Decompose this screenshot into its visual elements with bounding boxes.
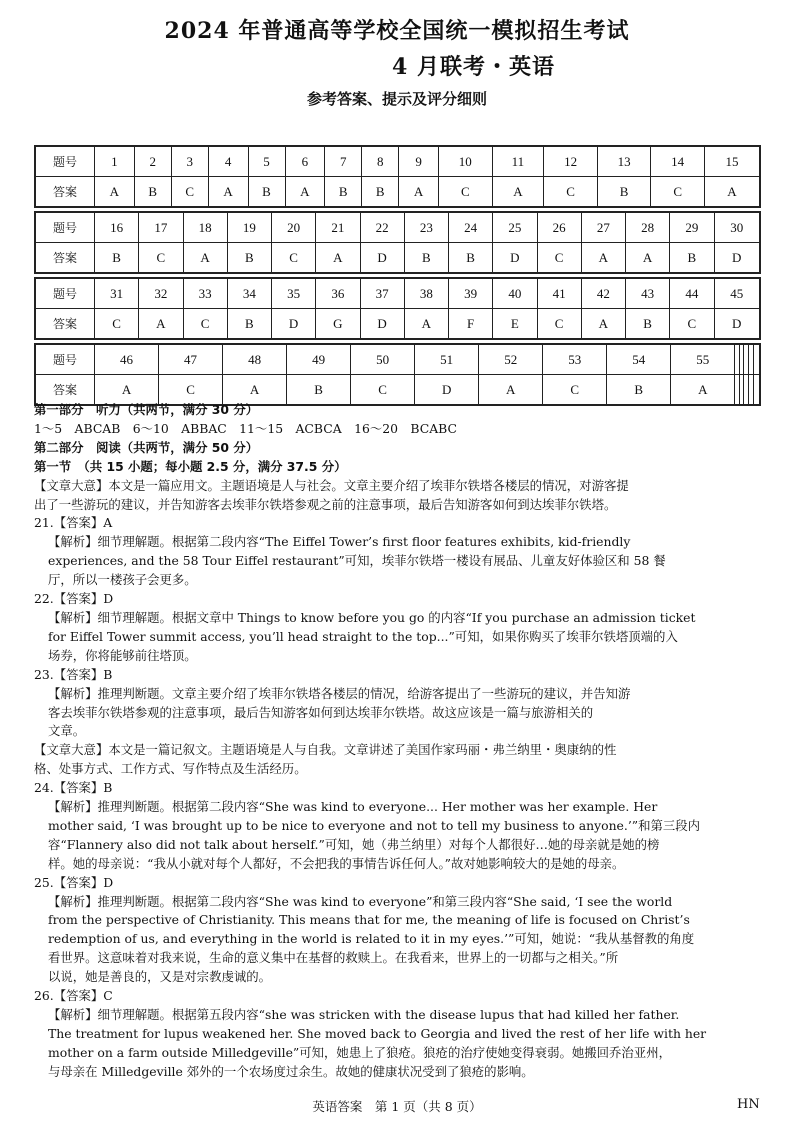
answer-letter: A	[208, 177, 248, 208]
row-label: 答案	[35, 375, 95, 406]
question-number: 20	[272, 212, 316, 243]
text-line: 24.【答案】B	[34, 780, 113, 796]
answer-letter: C	[537, 243, 581, 274]
text-line: 【解析】推理判断题。根据第二段内容“She was kind to everyone”和第三段内容“She said, ‘I see the world	[48, 893, 673, 909]
page-footer: 英语答案 第 1 页（共 8 页）	[312, 1099, 482, 1114]
answer-letter: B	[95, 243, 139, 274]
question-number: 22	[360, 212, 404, 243]
answer-table-group	[34, 277, 761, 340]
text-line: 看世界。这意味着对我来说，生命的意义集中在基督的救赎上。在我看来，世界上的一切都与之相关。”所	[48, 950, 619, 966]
question-number: 15	[704, 146, 760, 177]
question-number: 51	[415, 344, 479, 375]
answer-letter: A	[492, 177, 544, 208]
section1-heading: 第一节 （共 15 小题；每小题 2.5 分，满分 37.5 分）	[34, 458, 347, 474]
text-line: 与母亲在 Milledgeville 郊外的一个农场度过余生。故她的健康状况受到了狼疮的影响。	[48, 1063, 534, 1079]
question-number: 36	[316, 278, 360, 309]
answer-letter: C	[351, 375, 415, 406]
text-line: 26.【答案】C	[34, 988, 113, 1004]
text-line: 样。她的母亲说：“我从小就对每个人都好，不会把我的事情告诉任何人。”故对她影响较大的是她的母亲。	[48, 855, 625, 871]
text-line: 【解析】细节理解题。根据第五段内容“she was stricken with the disease lupus that had killed her father.	[48, 1007, 680, 1022]
answer-letter: A	[183, 243, 227, 274]
answer-letter: B	[670, 243, 714, 274]
text-line: 文章。	[48, 723, 86, 739]
exam-title: 2024 年普通高等学校全国统一模拟招生考试	[164, 18, 630, 44]
text-line: 23.【答案】B	[34, 666, 113, 682]
question-number: 13	[597, 146, 651, 177]
question-number: 35	[272, 278, 316, 309]
text-line: 【文章大意】本文是一篇记叙文。主题语境是人与自我。文章讲述了美国作家玛丽・弗兰纳里・奥康纳的性	[34, 742, 617, 758]
row-label: 答案	[35, 309, 95, 340]
answer-letter: C	[651, 177, 705, 208]
answer-letter: A	[479, 375, 543, 406]
text-line: 25.【答案】D	[34, 874, 114, 890]
question-number: 31	[95, 278, 139, 309]
question-number: 5	[248, 146, 285, 177]
answer-letter: B	[362, 177, 399, 208]
question-number: 46	[95, 344, 159, 375]
question-number: 24	[449, 212, 493, 243]
text-line: from the perspective of Christianity. This means that for me, the meaning of life is focused on Christ’s	[48, 912, 690, 928]
question-number: 3	[171, 146, 208, 177]
answer-letter: B	[248, 177, 285, 208]
question-number: 18	[183, 212, 227, 243]
text-line: 【文章大意】本文是一篇应用文。主题语境是人与社会。文章主要介绍了埃菲尔铁塔各楼层的情况，对游客提	[34, 477, 629, 493]
answer-letter: A	[581, 309, 625, 340]
text-line: 【解析】细节理解题。根据第二段内容“The Eiffel Tower’s first floor features exhibits, kid-friendly	[48, 534, 631, 550]
question-number: 1	[95, 146, 135, 177]
row-label: 题号	[35, 278, 95, 309]
answer-letter: D	[360, 243, 404, 274]
answer-letter: A	[671, 375, 735, 406]
answer-table	[34, 145, 761, 409]
answer-letter: B	[597, 177, 651, 208]
answer-letter: C	[537, 309, 581, 340]
answer-table-group	[34, 343, 761, 406]
question-number: 40	[493, 278, 537, 309]
answer-letter: C	[95, 309, 139, 340]
answer-letter: C	[171, 177, 208, 208]
question-number: 49	[287, 344, 351, 375]
answer-letter: C	[439, 177, 493, 208]
question-number: 48	[223, 344, 287, 375]
explanations	[34, 401, 762, 1082]
question-number: 14	[651, 146, 705, 177]
question-number: 32	[139, 278, 183, 309]
answer-letter: A	[95, 177, 135, 208]
answer-letter: B	[227, 243, 271, 274]
answer-letter: A	[626, 243, 670, 274]
region-code: HN	[737, 1097, 760, 1112]
text-line: 【解析】推理判断题。根据第二段内容“She was kind to everyone... Her mother was her example. Her	[48, 799, 658, 815]
question-number: 11	[492, 146, 544, 177]
question-number: 10	[439, 146, 493, 177]
text-line: The treatment for lupus weakened her. She moved back to Georgia and lived the rest of her life with her	[48, 1025, 707, 1041]
answer-table-group	[34, 145, 761, 208]
part1-answers: 1～5 ABCAB 6～10 ABBAC 11～15 ACBCA 16～20 BCABC	[34, 420, 457, 436]
answer-letter: C	[543, 375, 607, 406]
question-number: 54	[607, 344, 671, 375]
question-number: 6	[285, 146, 325, 177]
question-number: 30	[714, 212, 760, 243]
answer-letter: B	[227, 309, 271, 340]
answer-letter: A	[581, 243, 625, 274]
text-line: 以说，她是善良的，又是对宗教虔诚的。	[48, 969, 272, 985]
answer-letter: E	[493, 309, 537, 340]
answer-letter: B	[449, 243, 493, 274]
question-number: 47	[159, 344, 223, 375]
answer-letter: D	[714, 243, 760, 274]
question-row	[35, 212, 760, 243]
question-number: 34	[227, 278, 271, 309]
text-line: 厅，所以一楼孩子会更多。	[48, 572, 197, 588]
text-line: 21.【答案】A	[34, 515, 113, 531]
answer-letter: A	[95, 375, 159, 406]
question-number: 38	[404, 278, 448, 309]
answer-row	[35, 309, 760, 340]
question-number: 25	[493, 212, 537, 243]
question-number: 28	[626, 212, 670, 243]
text-line: for Eiffel Tower summit access, you’ll head straight to the top...”可知，如果你购买了埃菲尔铁塔顶端的入	[48, 628, 678, 644]
answer-letter: D	[714, 309, 760, 340]
question-number: 52	[479, 344, 543, 375]
question-number: 43	[626, 278, 670, 309]
answer-letter: F	[449, 309, 493, 340]
question-number: 55	[671, 344, 735, 375]
question-number: 26	[537, 212, 581, 243]
row-label: 题号	[35, 344, 95, 375]
question-row	[35, 344, 760, 375]
question-number: 12	[544, 146, 598, 177]
answer-letter: B	[626, 309, 670, 340]
question-number: 39	[449, 278, 493, 309]
text-line: 【解析】细节理解题。根据文章中 Things to know before you go 的内容“If you purchase an admission ticket	[48, 609, 696, 625]
answer-letter: C	[272, 243, 316, 274]
row-label: 题号	[35, 146, 95, 177]
row-label: 答案	[35, 177, 95, 208]
answer-letter: A	[285, 177, 325, 208]
question-number	[753, 344, 760, 375]
question-number: 7	[325, 146, 362, 177]
answer-row	[35, 177, 760, 208]
answer-letter: D	[360, 309, 404, 340]
text-line: 容“Flannery also did not talk about herself.”可知，她（弗兰纳里）对每个人都很好…她的母亲就是她的榜	[48, 836, 660, 852]
answer-letter: C	[183, 309, 227, 340]
text-line: experiences, and the 58 Tour Eiffel restaurant”可知，埃菲尔铁塔一楼设有展品、儿童友好体验区和 58 餐	[48, 553, 666, 569]
question-number: 19	[227, 212, 271, 243]
question-number: 9	[399, 146, 439, 177]
answer-letter: C	[544, 177, 598, 208]
answer-letter: A	[139, 309, 183, 340]
question-number: 50	[351, 344, 415, 375]
text-line: mother said, ‘I was brought up to be nice to everyone and not to tell my business to anyone.’”和第三段内	[48, 817, 701, 833]
question-number: 23	[404, 212, 448, 243]
question-number: 45	[714, 278, 760, 309]
question-number: 4	[208, 146, 248, 177]
question-number: 41	[537, 278, 581, 309]
text-line: 格、处事方式、工作方式、写作特点及生活经历。	[34, 761, 307, 777]
answer-key-title: 参考答案、提示及评分细则	[306, 90, 487, 108]
answer-row	[35, 243, 760, 274]
text-line: mother on a farm outside Milledgeville”可知，她患上了狼疮。狼疮的治疗使她变得衰弱。她搬回乔治亚州，	[48, 1044, 671, 1060]
question-number: 33	[183, 278, 227, 309]
answer-letter: G	[316, 309, 360, 340]
part1-heading: 第一部分 听力（共两节，满分 30 分）	[34, 402, 259, 417]
answer-letter: D	[493, 243, 537, 274]
text-line: 场券，你将能够前往塔顶。	[48, 647, 197, 663]
question-number: 29	[670, 212, 714, 243]
exam-subtitle: 4 月联考・英语	[392, 54, 555, 80]
answer-letter: A	[704, 177, 760, 208]
question-number: 21	[316, 212, 360, 243]
question-number: 37	[360, 278, 404, 309]
question-number: 2	[134, 146, 171, 177]
answer-table-group	[34, 211, 761, 274]
answer-letter: B	[404, 243, 448, 274]
text-line: 【解析】推理判断题。文章主要介绍了埃菲尔铁塔各楼层的情况，给游客提出了一些游玩的建议，并告知游	[48, 685, 631, 701]
answer-letter: C	[159, 375, 223, 406]
question-number: 42	[581, 278, 625, 309]
question-number: 17	[139, 212, 183, 243]
answer-letter: A	[316, 243, 360, 274]
question-number: 8	[362, 146, 399, 177]
text-line: 客去埃菲尔铁塔参观的注意事项，最后告知游客如何到达埃菲尔铁塔。故这应该是一篇与旅游相关的	[48, 704, 594, 720]
answer-letter: A	[399, 177, 439, 208]
question-row	[35, 146, 760, 177]
answer-letter: B	[134, 177, 171, 208]
question-number: 27	[581, 212, 625, 243]
answer-letter: B	[325, 177, 362, 208]
question-number: 44	[670, 278, 714, 309]
answer-letter: B	[287, 375, 351, 406]
question-number: 16	[95, 212, 139, 243]
answer-letter: D	[272, 309, 316, 340]
answer-letter: D	[415, 375, 479, 406]
answer-letter: C	[670, 309, 714, 340]
answer-letter: A	[223, 375, 287, 406]
text-line: 22.【答案】D	[34, 591, 114, 607]
row-label: 答案	[35, 243, 95, 274]
answer-letter: C	[139, 243, 183, 274]
part2-heading: 第二部分 阅读（共两节，满分 50 分）	[34, 439, 259, 455]
text-line: redemption of us, and everything in the world is related to it in my eyes.’”可知，她说：“我从基督教的角度	[48, 931, 695, 947]
question-row	[35, 278, 760, 309]
answer-letter: B	[607, 375, 671, 406]
question-number: 53	[543, 344, 607, 375]
text-line: 出了一些游玩的建议，并告知游客去埃菲尔铁塔参观之前的注意事项，最后告知游客如何到达埃菲尔铁塔。	[34, 496, 617, 512]
row-label: 题号	[35, 212, 95, 243]
answer-letter: A	[404, 309, 448, 340]
